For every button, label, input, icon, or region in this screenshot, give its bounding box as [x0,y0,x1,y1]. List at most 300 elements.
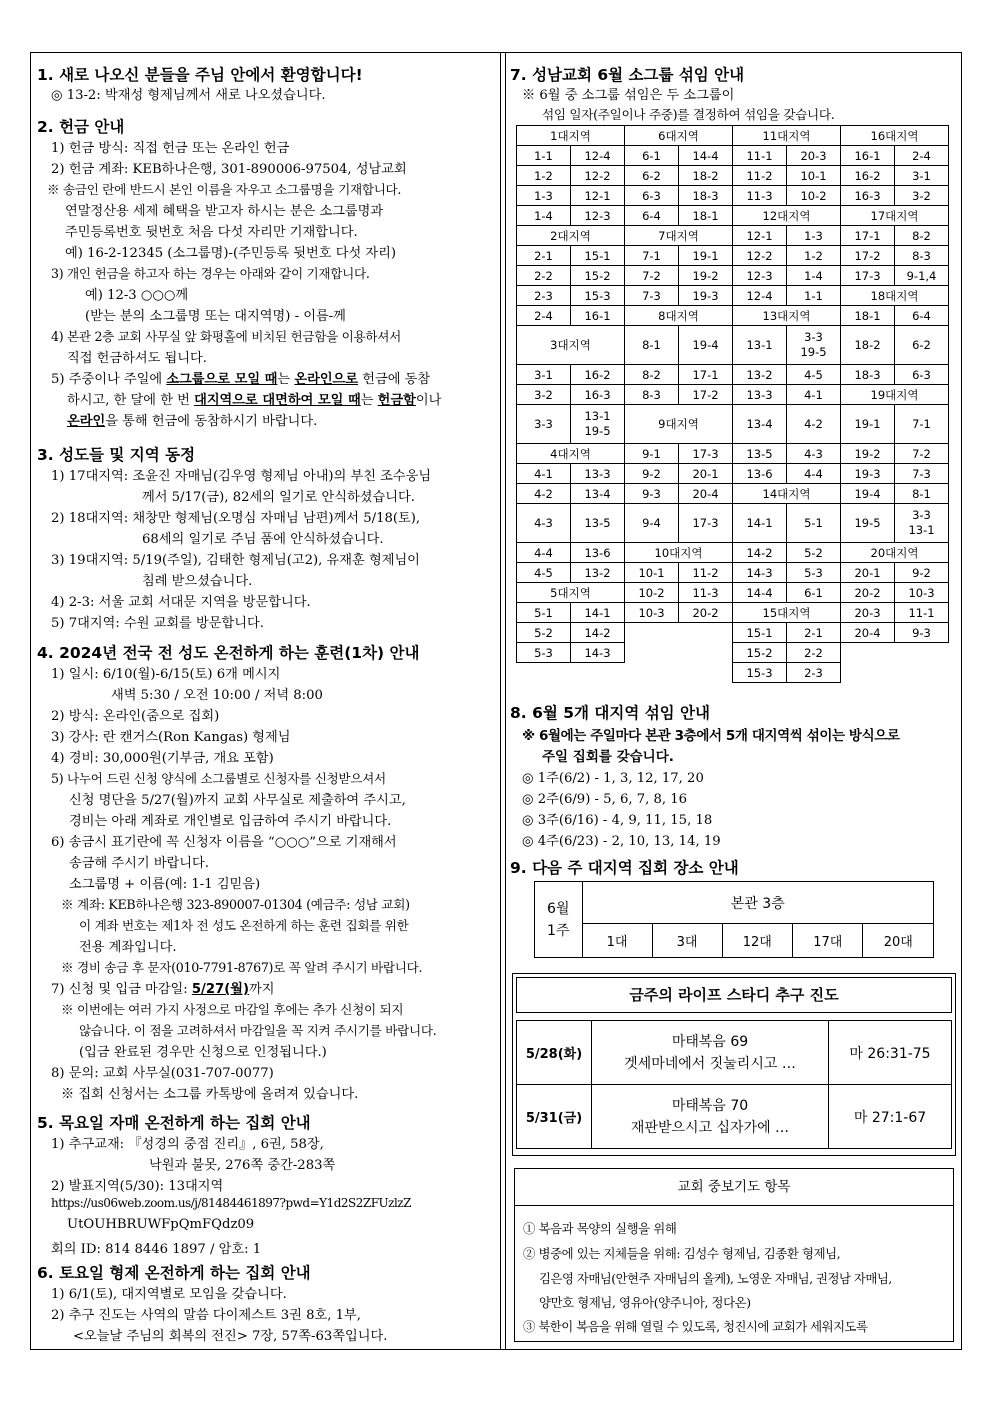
region-header: 9대지역 [625,405,733,444]
group-cell: 9-2 [625,464,679,484]
news-line: 침례 받으셨습니다. [142,574,253,589]
group-cell: 9-4 [625,504,679,543]
group-cell: 19-1 [679,246,733,266]
group-cell: 20-2 [679,603,733,623]
group-cell: 1-3 [517,186,571,206]
group-cell: 11-3 [733,186,787,206]
week-line: ◎ 3주(6/16) - 4, 9, 11, 15, 18 [522,813,713,828]
group-cell: 19-1 [841,405,895,444]
group-cell: 13-4 [571,484,625,504]
group-cell: 2-3 [517,286,571,306]
group-cell: 10-1 [787,166,841,186]
section-1-title: 1. 새로 나오신 분들을 주님 안에서 환영합니다! [37,66,363,84]
group-cell: 12-3 [571,206,625,226]
group-cell: 20-4 [841,623,895,643]
group-cell: 19-4 [679,326,733,365]
region-header: 16대지역 [841,126,949,146]
group-cell: 16-2 [571,365,625,385]
group-cell: 18-1 [841,306,895,326]
grid-row [517,484,949,504]
group-cell: 3-1 [517,365,571,385]
group-cell: 1-2 [787,246,841,266]
group-cell: 5-3 [517,643,571,663]
group-cell: 6-1 [625,146,679,166]
training-line: 3) 강사: 란 캔거스(Ron Kangas) 형제님 [51,730,291,745]
grid-empty [517,663,733,683]
life-study-box [512,973,956,1156]
training-line: 새벽 5:30 / 오전 10:00 / 저녁 8:00 [111,688,323,703]
group-cell: 2-4 [517,306,571,326]
offering-line: 하시고, 한 달에 한 번 대지역으로 대면하여 모일 때는 헌금함이나 [67,393,442,408]
offering-line: 연말정산용 세제 혜택을 받고자 하시는 분은 소그룹명과 [65,204,384,219]
life-study-title: 금주의 라이프 스타디 추구 진도 [629,986,839,1004]
meeting-line: 2) 발표지역(5/30): 13대지역 [51,1179,224,1194]
group-cell: 2-3 [787,663,841,683]
group-cell: 2-2 [517,266,571,286]
group-cell: 20-3 [787,146,841,166]
training-line: ※ 경비 송금 후 문자(010-7791-8767)로 꼭 알려 주시기 바랍니다. [61,960,423,975]
group-cell: 13-1 [733,326,787,365]
prayer-title: 교회 중보기도 항목 [515,1169,953,1206]
news-line: 3) 19대지역: 5/19(주일), 김태한 형제님(고2), 유재훈 형제님이 [51,553,420,568]
group-cell: 11-2 [679,563,733,583]
group-cell: 1-1 [787,286,841,306]
bulletin-page [30,52,962,1350]
training-line: 5) 나누어 드린 신청 양식에 소그룹별로 신청자를 신청받으셔서 [51,771,386,786]
group-cell: 9-2 [895,563,949,583]
study-reference: 마 27:1-67 [829,1085,952,1149]
group-cell: 14-1 [733,504,787,543]
group-cell: 19-3 [841,464,895,484]
offering-line: 주민등록번호 뒷번호 처음 다섯 자리만 기재합니다. [65,225,358,240]
group-cell: 3-1 [895,166,949,186]
group-cell: 8-1 [625,326,679,365]
group-cell: 4-1 [517,464,571,484]
grid-row [517,663,949,683]
group-cell: 17-1 [679,365,733,385]
meeting-line: 1) 추구교재: 『성경의 중점 진리』, 6권, 58장, [51,1137,324,1152]
meeting-line: 1) 6/1(토), 대지역별로 모임을 갖습니다. [51,1287,287,1302]
grid-row [517,166,949,186]
group-cell: 13-6 [733,464,787,484]
group-cell: 6-4 [895,306,949,326]
group-cell: 5-2 [787,543,841,563]
group-cell: 9-3 [895,623,949,643]
group-cell: 18-3 [841,365,895,385]
group-cell: 2-1 [517,246,571,266]
region-header: 5대지역 [517,583,625,603]
group-value: 19-5 [800,345,827,359]
news-line: 5) 7대지역: 수원 교회를 방문합니다. [51,616,264,631]
group-cell: 1-1 [517,146,571,166]
group-cell: 9-3 [625,484,679,504]
small-group-table [516,125,949,683]
group-cell: 4-2 [517,484,571,504]
group-cell: 7-3 [625,286,679,306]
group-cell: 17-1 [841,226,895,246]
training-line: 송금해 주시기 바랍니다. [69,856,209,871]
group-cell: 5-2 [517,623,571,643]
group-cell: 11-1 [733,146,787,166]
week-cell: 6월 1주 [535,882,583,958]
week-line: ◎ 1주(6/2) - 1, 3, 12, 17, 20 [522,771,704,786]
left-column [31,53,501,1349]
grid-empty [625,623,733,643]
group-cell: 13-3 [733,385,787,405]
right-column [505,53,961,1349]
group-cell: 8-2 [895,226,949,246]
grid-row [517,126,949,146]
region-cell: 17대 [793,924,863,958]
section-6-title: 6. 토요일 형제 온전하게 하는 집회 안내 [37,1264,311,1282]
group-cell: 14-2 [571,623,625,643]
group-cell: 11-1 [895,603,949,623]
group-cell: 14-3 [733,563,787,583]
small-group-grid [516,125,949,683]
group-cell: 11-2 [733,166,787,186]
group-cell-stacked [895,504,949,543]
group-value: 3-3 [804,330,823,344]
group-cell: 12-2 [733,246,787,266]
section-2-title: 2. 헌금 안내 [37,118,125,136]
group-cell: 14-4 [733,583,787,603]
group-cell: 12-4 [733,286,787,306]
mixing-note: 주일 집회를 갖습니다. [542,749,674,765]
prayer-item: ② 병중에 있는 지체들을 위해: 김성수 형제님, 김종환 형제님, [523,1246,841,1261]
region-header: 14대지역 [733,484,841,504]
prayer-box [514,1168,954,1342]
study-reference: 마 26:31-75 [829,1021,952,1085]
meeting-line: 낙원과 불못, 276쪽 중간-283쪽 [149,1158,336,1173]
group-cell: 4-4 [787,464,841,484]
offering-line: 3) 개인 헌금을 하고자 하는 경우는 아래와 같이 기재합니다. [51,266,370,281]
offering-line: 5) 주중이나 주일에 소그룹으로 모일 때는 온라인으로 헌금에 동참 [51,372,431,387]
grid-row [517,226,949,246]
group-cell: 17-3 [841,266,895,286]
group-cell: 3-2 [517,385,571,405]
group-cell: 20-1 [841,563,895,583]
group-cell: 5-3 [787,563,841,583]
week-line: ◎ 4주(6/23) - 2, 10, 13, 14, 19 [522,834,721,849]
group-cell: 19-5 [841,504,895,543]
news-line: 께서 5/17(금), 82세의 일기로 안식하셨습니다. [142,490,415,505]
group-cell-stacked [787,326,841,365]
group-cell: 16-1 [571,306,625,326]
group-cell: 13-3 [571,464,625,484]
training-line: 2) 방식: 온라인(줌으로 집회) [51,709,220,724]
region-cell: 1대 [582,924,652,958]
group-cell: 14-2 [733,543,787,563]
prayer-item: 양만호 형제님, 영유아(양주니아, 정다온) [539,1295,751,1310]
group-cell: 20-3 [841,603,895,623]
region-header: 19대지역 [841,385,949,405]
study-title: 마태복음 69 겟세마네에서 짓눌리시고 … [592,1021,829,1085]
group-cell: 7-1 [895,405,949,444]
group-cell: 6-1 [787,583,841,603]
region-header: 11대지역 [733,126,841,146]
news-line: 4) 2-3: 서울 교회 서대문 지역을 방문합니다. [51,595,311,610]
region-header: 3대지역 [517,326,625,365]
group-cell: 4-5 [787,365,841,385]
group-cell: 4-3 [517,504,571,543]
offering-line: (받는 분의 소그룹명 또는 대지역명) - 이름-께 [85,309,346,324]
region-cell: 12대 [722,924,792,958]
group-cell: 6-3 [895,365,949,385]
zoom-link-cont[interactable]: UtOUHBRUWFpQmFQdz09 [67,1217,255,1232]
mixing-line: 섞임 일자(주일이나 주중)를 결정하여 섞임을 갖습니다. [542,107,835,122]
region-header: 13대지역 [733,306,841,326]
mixing-note: ※ 6월에는 주일마다 본관 3층에서 5개 대지역씩 섞이는 방식으로 [522,728,900,744]
training-line: 1) 일시: 6/10(월)-6/15(토) 6개 메시지 [51,667,281,682]
group-cell: 10-1 [625,563,679,583]
group-cell: 15-1 [571,246,625,266]
region-cell: 3대 [652,924,722,958]
group-cell: 13-6 [571,543,625,563]
training-line: 신청 명단을 5/27(월)까지 교회 사무실로 제출하여 주시고, [69,793,406,808]
meeting-line: <오늘날 주님의 회복의 전진> 7장, 57쪽-63쪽입니다. [73,1329,388,1344]
group-cell: 19-4 [841,484,895,504]
training-line: 6) 송금시 표기란에 꼭 신청자 이름을 “○○○”으로 기재해서 [51,835,397,850]
grid-row [517,464,949,484]
group-cell: 19-3 [679,286,733,306]
group-cell: 9-1,4 [895,266,949,286]
group-cell: 15-2 [733,643,787,663]
group-cell: 13-5 [571,504,625,543]
group-cell: 10-2 [625,583,679,603]
region-header: 7대지역 [625,226,733,246]
group-cell: 4-5 [517,563,571,583]
group-cell: 10-2 [787,186,841,206]
group-cell: 12-4 [571,146,625,166]
section-9-title: 9. 다음 주 대지역 집회 장소 안내 [510,859,739,877]
group-cell: 2-2 [787,643,841,663]
group-cell: 15-3 [733,663,787,683]
training-line: ※ 집회 신청서는 소그룹 카톡방에 올려져 있습니다. [61,1087,359,1102]
region-header: 20대지역 [841,543,949,563]
group-cell: 12-1 [733,226,787,246]
group-value: 13-1 [908,523,935,537]
group-value: 19-5 [584,424,611,438]
zoom-link[interactable]: https://us06web.zoom.us/j/81484461897?pwd=Y1d2S2ZFUzlzZ [51,1196,411,1210]
grid-row [517,326,949,365]
region-header: 10대지역 [625,543,733,563]
prayer-item: ③ 북한이 복음을 위해 열릴 수 있도록, 청진시에 교회가 세워지도록 [523,1319,868,1334]
offering-line: ※ 송금인 란에 반드시 본인 이름을 자우고 소그룹명을 기재합니다. [47,182,402,197]
group-cell: 2-1 [787,623,841,643]
news-line: 68세의 일기로 주님 품에 안식하셨습니다. [142,532,384,547]
grid-row [517,405,949,444]
group-cell: 15-1 [733,623,787,643]
group-cell: 3-2 [895,186,949,206]
group-cell: 6-4 [625,206,679,226]
group-cell: 4-3 [787,444,841,464]
grid-empty [841,663,949,683]
group-cell: 4-1 [787,385,841,405]
region-header: 8대지역 [625,306,733,326]
prayer-item: 김은영 자매님(안현주 자매님의 올케), 노영운 자매님, 권정남 자매님, [539,1271,892,1286]
training-line: ※ 이번에는 여러 가지 사정으로 마감일 후에는 추가 신청이 되지 [61,1002,404,1017]
group-cell: 17-2 [679,385,733,405]
region-header: 17대지역 [841,206,949,226]
group-value: 13-1 [584,409,611,423]
group-cell: 6-2 [895,326,949,365]
group-cell: 10-3 [625,603,679,623]
group-value: 3-3 [912,508,931,522]
group-cell: 8-3 [895,246,949,266]
group-cell: 15-3 [571,286,625,306]
offering-line: 1) 헌금 방식: 직접 헌금 또는 온라인 헌금 [51,141,290,156]
group-cell: 18-2 [679,166,733,186]
meeting-line: 회의 ID: 814 8446 1897 / 암호: 1 [51,1242,262,1257]
group-cell: 8-2 [625,365,679,385]
group-cell: 15-2 [571,266,625,286]
group-cell: 17-3 [679,444,733,464]
group-cell: 7-2 [895,444,949,464]
group-cell-stacked [571,405,625,444]
grid-row [517,583,949,603]
group-cell: 2-4 [895,146,949,166]
study-title: 마태복음 70 재판받으시고 십자가에 … [592,1085,829,1149]
training-line: 7) 신청 및 입금 마감일: 5/27(월)까지 [51,982,275,997]
group-cell: 11-3 [679,583,733,603]
group-cell: 13-2 [733,365,787,385]
group-cell: 12-3 [733,266,787,286]
grid-row [517,543,949,563]
group-cell: 4-4 [517,543,571,563]
section-3-title: 3. 성도들 및 지역 동정 [37,446,196,464]
group-cell: 1-4 [517,206,571,226]
group-cell: 3-3 [517,405,571,444]
life-study-header [516,977,952,1013]
news-line: 1) 17대지역: 조윤진 자매님(김우영 형제님 아내)의 부친 조수웅님 [51,469,432,484]
group-cell: 9-1 [625,444,679,464]
group-cell: 20-4 [679,484,733,504]
training-line: 4) 경비: 30,000원(기부금, 개요 포함) [51,751,274,766]
region-header: 1대지역 [517,126,625,146]
grid-row [517,563,949,583]
group-cell: 19-2 [841,444,895,464]
section-7-title: 7. 성남교회 6월 소그룹 섞임 안내 [510,66,745,84]
grid-row [517,206,949,226]
grid-row [517,504,949,543]
group-cell: 16-3 [841,186,895,206]
grid-empty [625,643,733,663]
week-line: ◎ 2주(6/9) - 5, 6, 7, 8, 16 [522,792,688,807]
training-line: 경비는 아래 계좌로 개인별로 입금하여 주시기 바랍니다. [69,814,392,829]
group-cell: 18-2 [841,326,895,365]
prayer-item: ① 복음과 목양의 실행을 위해 [523,1221,677,1236]
grid-row [517,385,949,405]
meeting-line: 2) 추구 진도는 사역의 말씀 다이제스트 3권 8호, 1부, [51,1308,361,1323]
offering-line: 온라인을 통해 헌금에 동참하시기 바랍니다. [67,414,318,429]
offering-line: 예) 16-2-12345 (소그룹명)-(주민등록 뒷번호 다섯 자리) [65,246,396,261]
region-header: 6대지역 [625,126,733,146]
group-cell: 7-1 [625,246,679,266]
group-cell: 17-3 [679,504,733,543]
grid-row [517,146,949,166]
grid-row [517,603,949,623]
grid-row [517,306,949,326]
group-cell: 1-4 [787,266,841,286]
group-cell: 7-3 [895,464,949,484]
region-header: 4대지역 [517,444,625,464]
section-5-title: 5. 목요일 자매 온전하게 하는 집회 안내 [37,1114,311,1132]
section-8-title: 8. 6월 5개 대지역 섞임 안내 [510,704,710,722]
group-cell: 8-1 [895,484,949,504]
region-header: 2대지역 [517,226,625,246]
group-cell: 5-1 [787,504,841,543]
group-cell: 12-2 [571,166,625,186]
group-cell: 14-4 [679,146,733,166]
next-meeting-table [534,881,934,958]
group-cell: 17-2 [841,246,895,266]
region-cell: 20대 [863,924,934,958]
section-4-title: 4. 2024년 전국 전 성도 온전하게 하는 훈련(1차) 안내 [37,644,420,662]
grid-row [517,266,949,286]
training-line: 않습니다. 이 점을 고려하셔서 마감일을 꼭 지켜 주시기를 바랍니다. [79,1023,437,1038]
group-cell: 18-1 [679,206,733,226]
group-cell: 1-2 [517,166,571,186]
group-cell: 20-1 [679,464,733,484]
group-cell: 16-1 [841,146,895,166]
region-header: 18대지역 [841,286,949,306]
group-cell: 8-3 [625,385,679,405]
grid-row [517,186,949,206]
group-cell: 13-4 [733,405,787,444]
group-cell: 16-3 [571,385,625,405]
group-cell: 12-1 [571,186,625,206]
group-cell: 19-2 [679,266,733,286]
group-cell: 5-1 [517,603,571,623]
group-cell: 10-3 [895,583,949,603]
offering-line: 직접 헌금하셔도 됩니다. [67,351,207,366]
grid-row [517,643,949,663]
offering-line: 예) 12-3 ○○○께 [85,288,189,303]
group-cell: 14-3 [571,643,625,663]
group-cell: 4-2 [787,405,841,444]
life-study-row [517,1085,952,1149]
group-cell: 16-2 [841,166,895,186]
section-1-line: ◎ 13-2: 박재성 형제님께서 새로 나오셨습니다. [51,88,326,103]
grid-empty [841,643,949,663]
mixing-line: ※ 6월 중 소그룹 섞임은 두 소그룹이 [522,88,735,103]
news-line: 2) 18대지역: 채창만 형제님(오명심 자매님 남편)께서 5/18(토), [51,511,421,526]
region-header: 15대지역 [733,603,841,623]
life-study-row [517,1021,952,1085]
group-cell: 14-1 [571,603,625,623]
group-cell: 20-2 [841,583,895,603]
group-cell: 13-2 [571,563,625,583]
grid-row [517,365,949,385]
grid-row [517,444,949,464]
place-cell: 본관 3층 [582,882,933,924]
study-date: 5/31(금) [517,1085,592,1149]
study-date: 5/28(화) [517,1021,592,1085]
training-line: (입금 완료된 경우만 신청으로 인정됩니다.) [79,1045,327,1060]
training-line: 소그룹명 + 이름(예: 1-1 김믿음) [69,877,261,892]
group-cell: 6-3 [625,186,679,206]
grid-row [517,246,949,266]
offering-line: 4) 본관 2층 교회 사무실 앞 화평홀에 비치된 헌금함을 이용하셔서 [51,329,402,344]
group-cell: 7-2 [625,266,679,286]
region-header: 12대지역 [733,206,841,226]
grid-row [517,623,949,643]
grid-row [517,286,949,306]
life-study-rows [516,1020,952,1150]
training-line: 이 계좌 번호는 제1차 전 성도 온전하게 하는 훈련 집회를 위한 [79,918,409,933]
training-line: 전용 계좌입니다. [79,940,177,955]
offering-line: 2) 헌금 계좌: KEB하나은행, 301-890006-97504, 성남교회 [51,162,407,177]
